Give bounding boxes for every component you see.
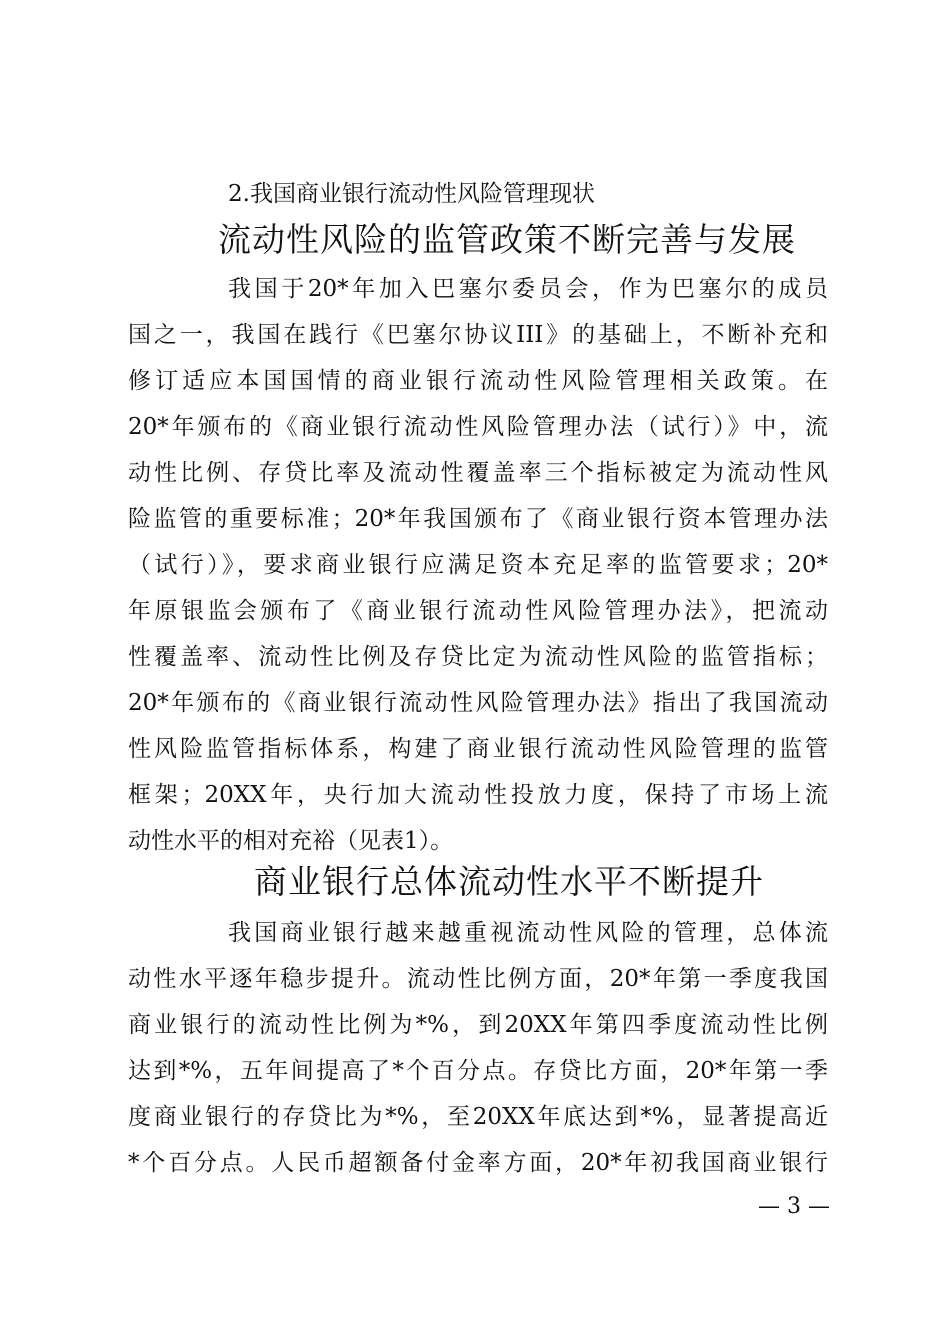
- paragraph-line: 性风险监管指标体系，构建了商业银行流动性风险管理的监管: [128, 736, 828, 762]
- paragraph-line: （试行）》，要求商业银行应满足资本充足率的监管要求；20*: [128, 552, 828, 578]
- paragraph-line: 动性水平逐年稳步提升。流动性比例方面，20*年第一季度我国: [128, 966, 828, 992]
- paragraph-line: 框架；20XX年，央行加大流动性投放力度，保持了市场上流: [128, 782, 828, 808]
- paragraph-line: 修订适应本国国情的商业银行流动性风险管理相关政策。在: [128, 368, 828, 394]
- paragraph-line: 险监管的重要标准；20*年我国颁布了《商业银行资本管理办法: [128, 506, 828, 532]
- subheading-liquidity-level: 商业银行总体流动性水平不断提升: [254, 862, 764, 901]
- paragraph-line: 度商业银行的存贷比为*%，至20XX年底达到*%，显著提高近: [128, 1104, 828, 1130]
- paragraph-line: 20*年颁布的《商业银行流动性风险管理办法（试行）》中，流: [128, 414, 828, 440]
- paragraph-line: *个百分点。人民币超额备付金率方面，20*年初我国商业银行: [128, 1150, 828, 1176]
- subheading-regulatory-policy: 流动性风险的监管政策不断完善与发展: [218, 220, 796, 259]
- page-number: — 3 —: [758, 1194, 830, 1219]
- paragraph-line: 性覆盖率、流动性比例及存贷比定为流动性风险的监管指标；: [128, 644, 828, 670]
- paragraph-line: 20*年颁布的《商业银行流动性风险管理办法》指出了我国流动: [128, 690, 828, 716]
- paragraph-line: 国之一，我国在践行《巴塞尔协议III》的基础上，不断补充和: [128, 322, 828, 348]
- paragraph-line: 商业银行的流动性比例为*%，到20XX年第四季度流动性比例: [128, 1012, 828, 1038]
- paragraph-line: 我国于20*年加入巴塞尔委员会，作为巴塞尔的成员: [228, 276, 828, 302]
- paragraph-line: 动性水平的相对充裕（见表1）。: [128, 828, 454, 854]
- paragraph-line: 达到*%，五年间提高了*个百分点。存贷比方面，20*年第一季: [128, 1058, 828, 1084]
- paragraph-line: 年原银监会颁布了《商业银行流动性风险管理办法》，把流动: [128, 598, 828, 624]
- paragraph-line: 我国商业银行越来越重视流动性风险的管理，总体流: [228, 920, 828, 946]
- paragraph-line: 动性比例、存贷比率及流动性覆盖率三个指标被定为流动性风: [128, 460, 828, 486]
- section-heading: 2.我国商业银行流动性风险管理现状: [228, 181, 595, 207]
